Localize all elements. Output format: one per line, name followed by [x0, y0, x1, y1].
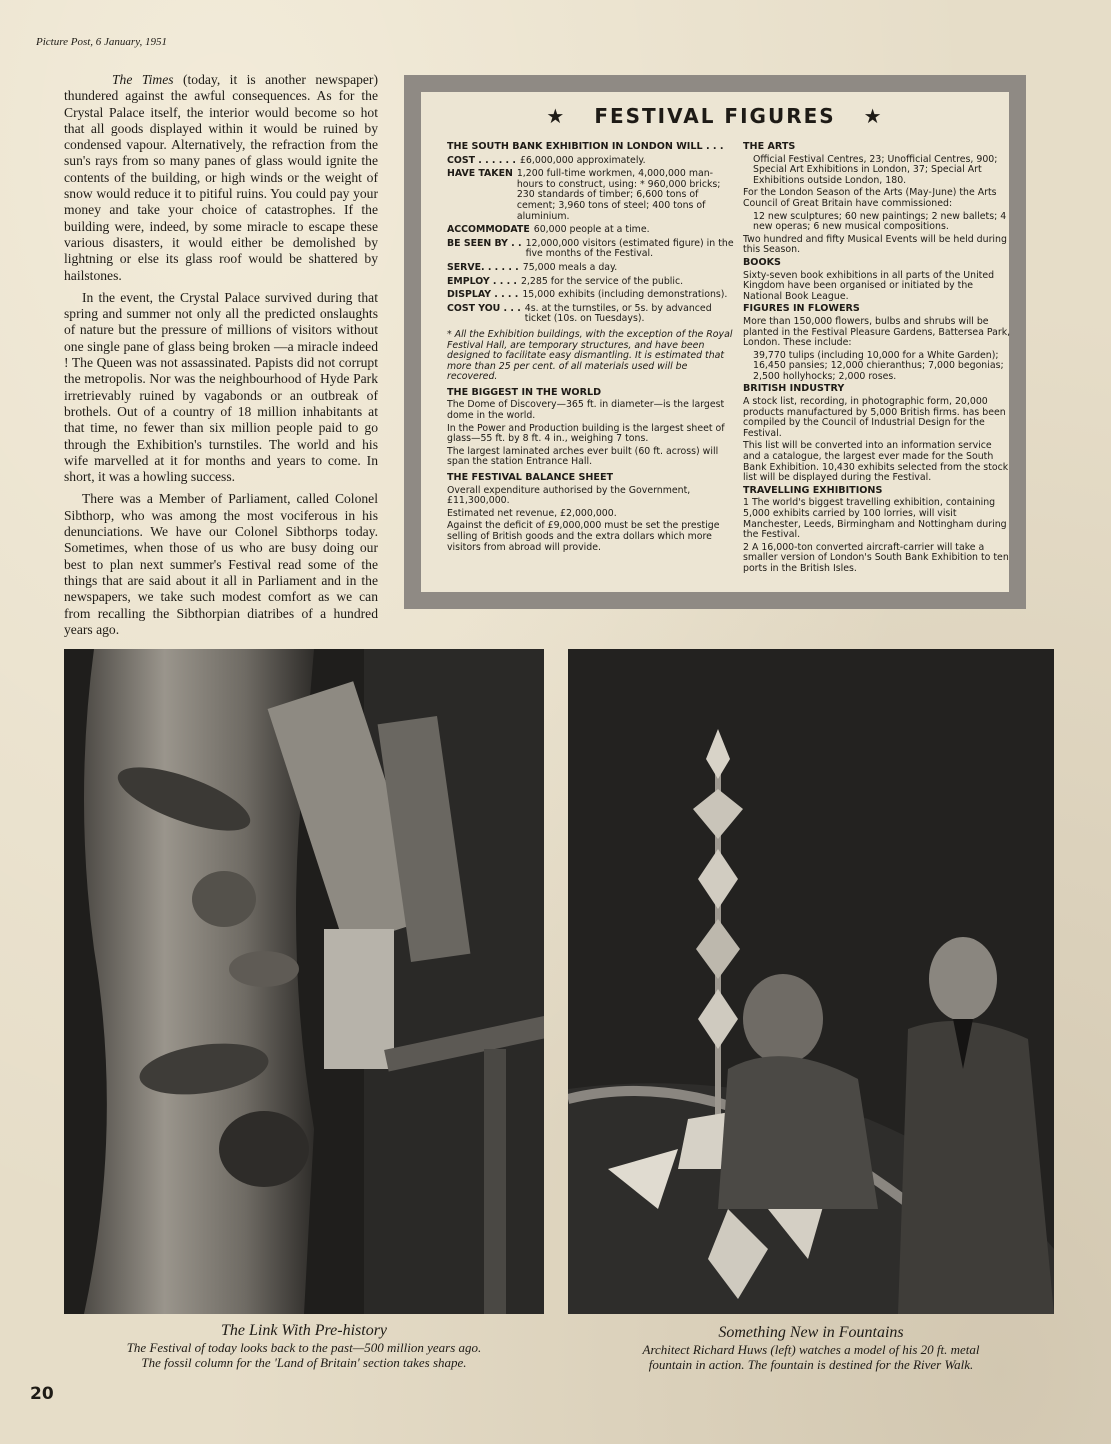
- left-caption-title: The Link With Pre-history: [220, 1322, 388, 1339]
- right-caption-line-2: fountain in action. The fountain is destined for the River Walk.: [648, 1357, 974, 1372]
- south-bank-row-key: COST . . . . . .: [447, 154, 516, 166]
- festival-figures-heading: FESTIVAL FIGURES: [594, 104, 836, 128]
- flowers-list: 39,770 tulips (including 10,000 for a White Garden); 16,450 pansies; 12,000 chieranthus; 7,000 begonias; 2,500 hollyhocks; 2,000 roses.: [753, 349, 1004, 382]
- page-number: 20: [30, 1384, 54, 1404]
- right-caption-title: Something New in Fountains: [718, 1324, 904, 1341]
- south-bank-heading: THE SOUTH BANK EXHIBITION IN LONDON WILL . . .: [447, 141, 724, 152]
- south-bank-row-value: 60,000 people at a time.: [533, 224, 650, 236]
- industry-text-2: This list will be converted into an information service and a catalogue, the largest ever made for the South Bank Exhibition. 10,430 exhibits selected from the stock list will be displayed during the Festival.: [743, 440, 1009, 484]
- masthead: Picture Post, 6 January, 1951: [36, 36, 167, 48]
- south-bank-row-key: DISPLAY . . . .: [447, 289, 519, 301]
- south-bank-row: [447, 156, 737, 167]
- south-bank-row-key: EMPLOY . . . .: [447, 275, 517, 287]
- books-heading: BOOKS: [743, 256, 781, 268]
- south-bank-row-value: 2,285 for the service of the public.: [520, 275, 684, 287]
- south-bank-row-key: SERVE. . . . . .: [447, 261, 519, 273]
- newspaper-name: The Times: [112, 72, 174, 87]
- festival-figures-title: [421, 104, 1009, 128]
- biggest-glass: In the Power and Production building is the largest sheet of glass—55 ft. by 8 ft. 4 in., weighing 7 tons.: [447, 422, 725, 445]
- travel-heading: TRAVELLING EXHIBITIONS: [743, 484, 883, 496]
- fountain-photo: [568, 649, 1054, 1314]
- industry-text-1: A stock list, recording, in photographic form, 20,000 products manufactured by 5,000 British firms. has been compiled by the Council of Industrial Design for the Festival.: [743, 396, 1006, 439]
- travel-text-1: 1 The world's biggest travelling exhibition, containing 5,000 exhibits carried by 100 lorries, will visit Manchester, Leeds, Birmingham and Nottingham during the Festival.: [743, 497, 1007, 541]
- festival-right-column: [743, 140, 1011, 575]
- article-paragraph-1-text: (today, it is another newspaper) thundered against the awful consequences. As for the Crystal Palace itself, the interior would become so hot that all goods displayed within it would be ruined by condensed vapour. Alternatively, the refraction from the sun's rays from so many panes of glass would ignite the contents of the building, or high winds or the weight of snow would reduce it to pitiful ruins. You could pay your money and take your choice of catastrophes. If the building were, indeed, by some miracle to escape these various disasters, it would either be demolished by lightning or else its glass roof would be shattered by hailstones.: [64, 72, 378, 283]
- south-bank-row: [447, 239, 737, 260]
- article-paragraph-3: There was a Member of Parliament, called Colonel Sibthorp, who was among the most vociferous in his denunciations. We have our Colonel Sibthorps today. Sometimes, when those of us who are busy doing our best to plan next summer's Festival read some of the things that are said about it all in Parliament and in the newspapers, we take such modest comfort as we can from recalling the Sibthorpian diatribes of a hundred years ago.: [64, 491, 378, 637]
- south-bank-row-key: COST YOU . . .: [447, 302, 521, 314]
- south-bank-row: [447, 169, 737, 222]
- balance-heading: THE FESTIVAL BALANCE SHEET: [447, 472, 614, 484]
- biggest-arches: The largest laminated arches ever built (60 ft. across) will span the station Entrance Hall.: [447, 445, 719, 468]
- industry-heading: BRITISH INDUSTRY: [743, 383, 845, 395]
- balance-expenditure: Overall expenditure authorised by the Government, £11,300,000.: [447, 484, 691, 507]
- flowers-text: More than 150,000 flowers, bulbs and shrubs will be planted in the Festival Pleasure Gardens, Battersea Park, London. These include:: [743, 315, 1011, 349]
- south-bank-row-key: BE SEEN BY . .: [447, 237, 522, 249]
- arts-music: Two hundred and fifty Musical Events will be held during this Season.: [743, 233, 1007, 256]
- article-paragraph-1: [64, 72, 378, 284]
- biggest-heading: THE BIGGEST IN THE WORLD: [447, 386, 602, 398]
- south-bank-list: [447, 156, 737, 325]
- left-caption-line-1: The Festival of today looks back to the past—500 million years ago.: [126, 1340, 482, 1355]
- arts-heading: THE ARTS: [743, 141, 796, 152]
- south-bank-row-value: 4s. at the turnstiles, or 5s. by advanced ticket (10s. on Tuesdays).: [524, 302, 712, 325]
- arts-works: 12 new sculptures; 60 new paintings; 2 new ballets; 4 new operas; 6 new musical compositions.: [753, 210, 1007, 233]
- arts-commission: For the London Season of the Arts (May-June) the Arts Council of Great Britain have commissioned:: [743, 187, 997, 209]
- south-bank-row-value: 75,000 meals a day.: [522, 261, 618, 273]
- right-photo-caption: [568, 1324, 1054, 1372]
- south-bank-row: [447, 304, 737, 325]
- south-bank-row-key: ACCOMMODATE: [447, 224, 530, 236]
- south-bank-row-value: 1,200 full-time workmen, 4,000,000 man-hours to construct, using: * 960,000 bricks; 230 standards of timber; 6,600 tons of cement; 3,960 tons of steel; 400 tons of aluminium.: [516, 168, 721, 222]
- south-bank-row: [447, 263, 737, 274]
- arts-centres: Official Festival Centres, 23; Unofficial Centres, 900; Special Art Exhibitions in London, 37; Special Art Exhibitions outside London, 180.: [753, 153, 998, 186]
- flowers-heading: FIGURES IN FLOWERS: [743, 303, 860, 315]
- article-paragraph-2: In the event, the Crystal Palace survived during that spring and summer not only all the predicted onslaughts of nature but the pressure of millions of visitors without one single pane of glass being broken —a miracle indeed ! The Queen was not assassinated. Papists did not corrupt the metropolis. Nor was the neighbourhood of Hyde Park irretrievably ruined by vagabonds or an outbreak of brothels. Out of a country of 18 million inhabitants at that time, no fewer than six million people paid to go through the Exhibition's turnstiles. The world and his wife marvelled at it for months and years to come. In short, it was a howling success.: [64, 289, 378, 485]
- fossil-column-photo: [64, 649, 544, 1314]
- south-bank-row: [447, 225, 737, 236]
- festival-figures-panel: [421, 92, 1009, 592]
- festival-left-column: [447, 140, 737, 553]
- article-column: [64, 72, 378, 644]
- south-bank-row-value: 12,000,000 visitors (estimated figure) in the five months of the Festival.: [525, 237, 734, 260]
- south-bank-row-key: HAVE TAKEN: [447, 168, 513, 180]
- left-caption-line-2: The fossil column for the 'Land of Britain' section takes shape.: [141, 1355, 467, 1370]
- south-bank-row: [447, 290, 737, 301]
- balance-deficit: Against the deficit of £9,000,000 must be set the prestige selling of British goods and the extra dollars which more visitors from abroad will provide.: [447, 520, 720, 553]
- fountain-illustration: [568, 649, 1054, 1314]
- travel-text-2: 2 A 16,000-ton converted aircraft-carrier will take a smaller version of London's South Bank Exhibition to ten ports in the British Isles.: [743, 541, 1009, 574]
- right-caption-line-1: Architect Richard Huws (left) watches a model of his 20 ft. metal: [642, 1342, 980, 1357]
- books-text: Sixty-seven book exhibitions in all parts of the United Kingdom have been organised or initiated by the National Book League.: [743, 269, 995, 302]
- fossil-column-illustration: [64, 649, 544, 1314]
- south-bank-row-value: £6,000,000 approximately.: [519, 154, 646, 166]
- festival-figures-box: [404, 75, 1026, 609]
- star-icon: ★: [546, 104, 567, 128]
- materials-note: * All the Exhibition buildings, with the exception of the Royal Festival Hall, are temporary structures, and have been designed to facilitate easy dismantling. It is estimated that more than 25 per cent. of all materials used will be recovered.: [447, 328, 733, 383]
- south-bank-row-value: 15,000 exhibits (including demonstrations).: [522, 289, 728, 301]
- balance-revenue: Estimated net revenue, £2,000,000.: [447, 507, 617, 519]
- left-photo-caption: [64, 1322, 544, 1370]
- south-bank-row: [447, 277, 737, 288]
- star-icon: ★: [863, 104, 884, 128]
- biggest-dome: The Dome of Discovery—365 ft. in diameter—is the largest dome in the world.: [447, 399, 725, 422]
